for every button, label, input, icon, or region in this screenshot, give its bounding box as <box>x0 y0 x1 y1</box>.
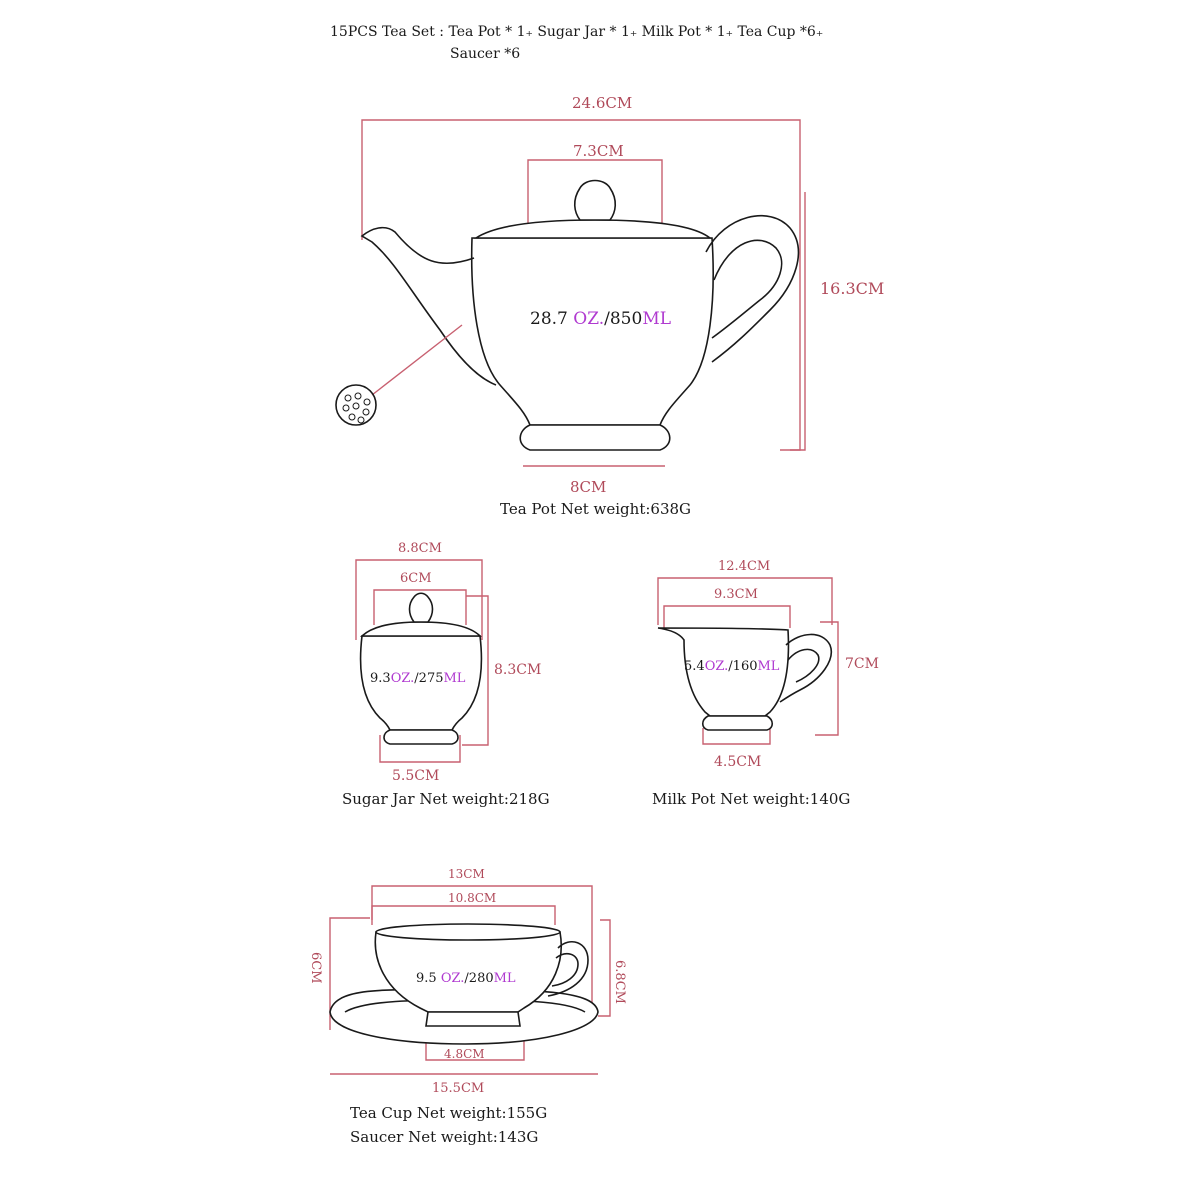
tea-cup-rim <box>376 924 560 940</box>
teapot-weight: Tea Pot Net weight:638G <box>500 500 692 518</box>
strainer-pointer <box>372 325 462 395</box>
milk-pot-width-label: 12.4CM <box>718 559 771 574</box>
teapot-capacity: 28.7 OZ./850ML <box>530 309 672 329</box>
milk-pot-mouth-width-label: 9.3CM <box>714 587 758 602</box>
sugar-jar-height-label: 8.3CM <box>494 662 542 678</box>
sugar-jar-weight: Sugar Jar Net weight:218G <box>342 790 550 808</box>
tea-cup-width-label: 13CM <box>448 867 485 881</box>
tea-cup-weight: Tea Cup Net weight:155G <box>350 1104 548 1122</box>
header-line-1: 15PCS Tea Set : Tea Pot * 1₊ Sugar Jar * 1₊ Milk Pot * 1₊ Tea Cup *6₊ <box>330 24 824 40</box>
header-line-2: Saucer *6 <box>450 46 521 62</box>
sugar-jar-base-label: 5.5CM <box>392 768 440 784</box>
teapot-handle-inner <box>712 240 782 338</box>
sugar-jar-drawing <box>356 560 488 762</box>
teapot-handle-outer <box>706 216 798 362</box>
tea-cup-base-label: 4.8CM <box>444 1047 485 1061</box>
sugar-jar-foot <box>384 730 458 744</box>
tea-cup-total-height-dimension <box>598 920 610 1016</box>
teapot-height-label: 16.3CM <box>820 279 885 298</box>
tea-cup-total-height-label: 6.8CM <box>612 960 627 1004</box>
sugar-jar-lid-knob <box>410 593 433 622</box>
milk-pot-height-label: 7CM <box>845 656 879 672</box>
saucer-width-label: 15.5CM <box>432 1081 485 1096</box>
tea-cup-mouth-width-label: 10.8CM <box>448 891 497 905</box>
saucer-weight: Saucer Net weight:143G <box>350 1128 539 1146</box>
teapot-base-label: 8CM <box>570 478 607 496</box>
teapot-body <box>472 238 713 425</box>
milk-pot-mouth-dimension <box>664 606 790 628</box>
milk-pot-weight: Milk Pot Net weight:140G <box>652 790 851 808</box>
milk-pot-base-label: 4.5CM <box>714 754 762 770</box>
tea-cup-mouth-dimension <box>372 906 555 925</box>
milk-pot-handle-inner <box>788 649 819 682</box>
teapot-width-label: 24.6CM <box>572 94 633 112</box>
sugar-jar-lid-width-label: 6CM <box>400 571 432 586</box>
milk-pot-capacity: 5.4OZ./160ML <box>684 659 780 674</box>
tea-cup-height-label: 6CM <box>308 952 323 984</box>
milk-pot-foot <box>703 716 773 730</box>
strainer-detail-icon <box>336 385 376 425</box>
strainer-holes <box>343 393 370 423</box>
sugar-jar-lid <box>362 622 480 636</box>
sugar-jar-width-label: 8.8CM <box>398 541 442 556</box>
tea-cup-foot <box>426 1012 520 1026</box>
teapot-foot <box>520 425 670 450</box>
tea-cup-capacity: 9.5 OZ./280ML <box>416 971 516 986</box>
teapot-lid <box>476 220 710 238</box>
teapot-drawing <box>336 120 805 466</box>
milk-pot-height-dimension <box>815 622 838 735</box>
sugar-jar-capacity: 9.3OZ./275ML <box>370 671 466 686</box>
teapot-lid-knob <box>575 181 616 221</box>
teapot-lid-width-label: 7.3CM <box>573 142 624 160</box>
